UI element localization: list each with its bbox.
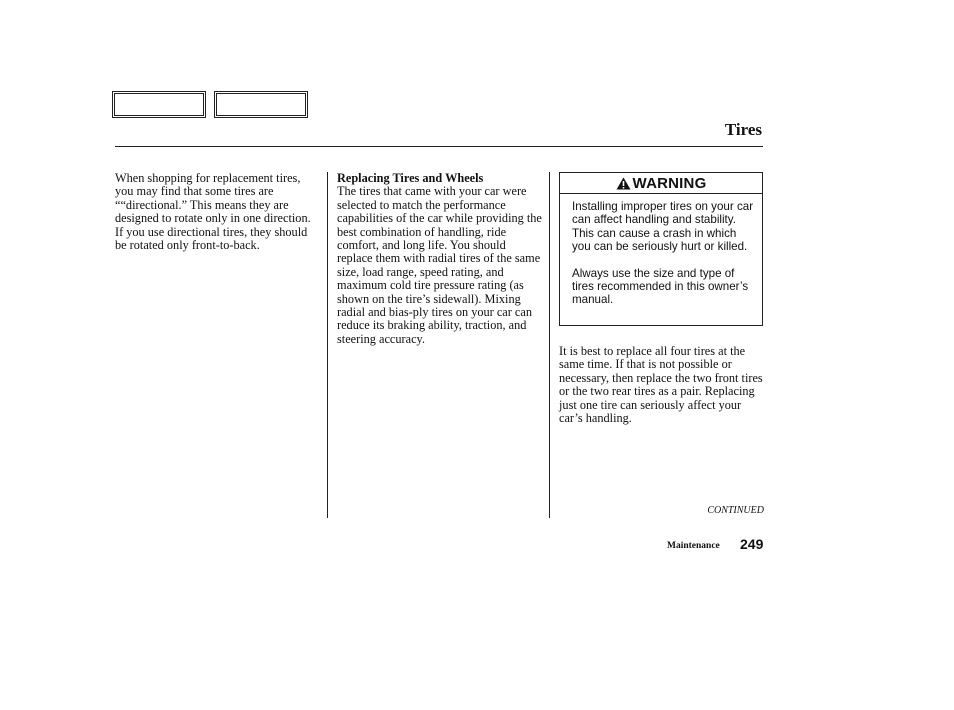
page-number: 249 bbox=[740, 536, 764, 552]
warning-triangle-icon bbox=[616, 177, 631, 190]
warning-label: WARNING bbox=[632, 174, 707, 192]
column-3 bbox=[559, 345, 765, 425]
continued-label: CONTINUED bbox=[707, 505, 764, 516]
warning-body bbox=[560, 194, 762, 307]
column-1 bbox=[115, 172, 320, 252]
warning-box bbox=[559, 172, 763, 326]
column-2 bbox=[337, 172, 543, 346]
warning-paragraph: Installing improper tires on your car can affect handling and stability. This can cause a crash in which you can be seriously hurt or killed. bbox=[572, 200, 754, 254]
column-divider-2 bbox=[549, 172, 550, 518]
page-title: Tires bbox=[724, 120, 762, 139]
replace-all-tires-paragraph: It is best to replace all four tires at the same time. If that is not possible or necessary, then replace the two front tires or the two rear tires as a pair. Replacing just one tire can seriously affect your car’s handling. bbox=[559, 344, 763, 426]
nav-button-next[interactable] bbox=[214, 91, 308, 118]
replacing-tires-subheading: Replacing Tires and Wheels bbox=[337, 171, 484, 185]
header-rule bbox=[115, 146, 763, 147]
footer-section-name: Maintenance bbox=[667, 541, 720, 551]
replacing-tires-paragraph: The tires that came with your car were selected to match the performance capabilities of the car while providing the best combination of handling, ride comfort, and long life. You should replace them with radial tires of the same size, load range, speed rating, and maximum cold tire pressure rating (as shown on the tire’s sidewall). Mixing radial and bias-ply tires on your car can reduce its braking ability, traction, and steering accuracy. bbox=[337, 184, 542, 346]
warning-header bbox=[560, 173, 762, 194]
nav-button-previous[interactable] bbox=[112, 91, 206, 118]
warning-paragraph: Always use the size and type of tires recommended in this owner’s manual. bbox=[572, 266, 749, 307]
directional-tires-paragraph: When shopping for replacement tires, you may find that some tires are ““directional.” This means they are designed to rotate only in one direction. If you use directional tires, they should be rotated only front-to-back. bbox=[115, 171, 311, 253]
column-divider-1 bbox=[327, 172, 328, 518]
